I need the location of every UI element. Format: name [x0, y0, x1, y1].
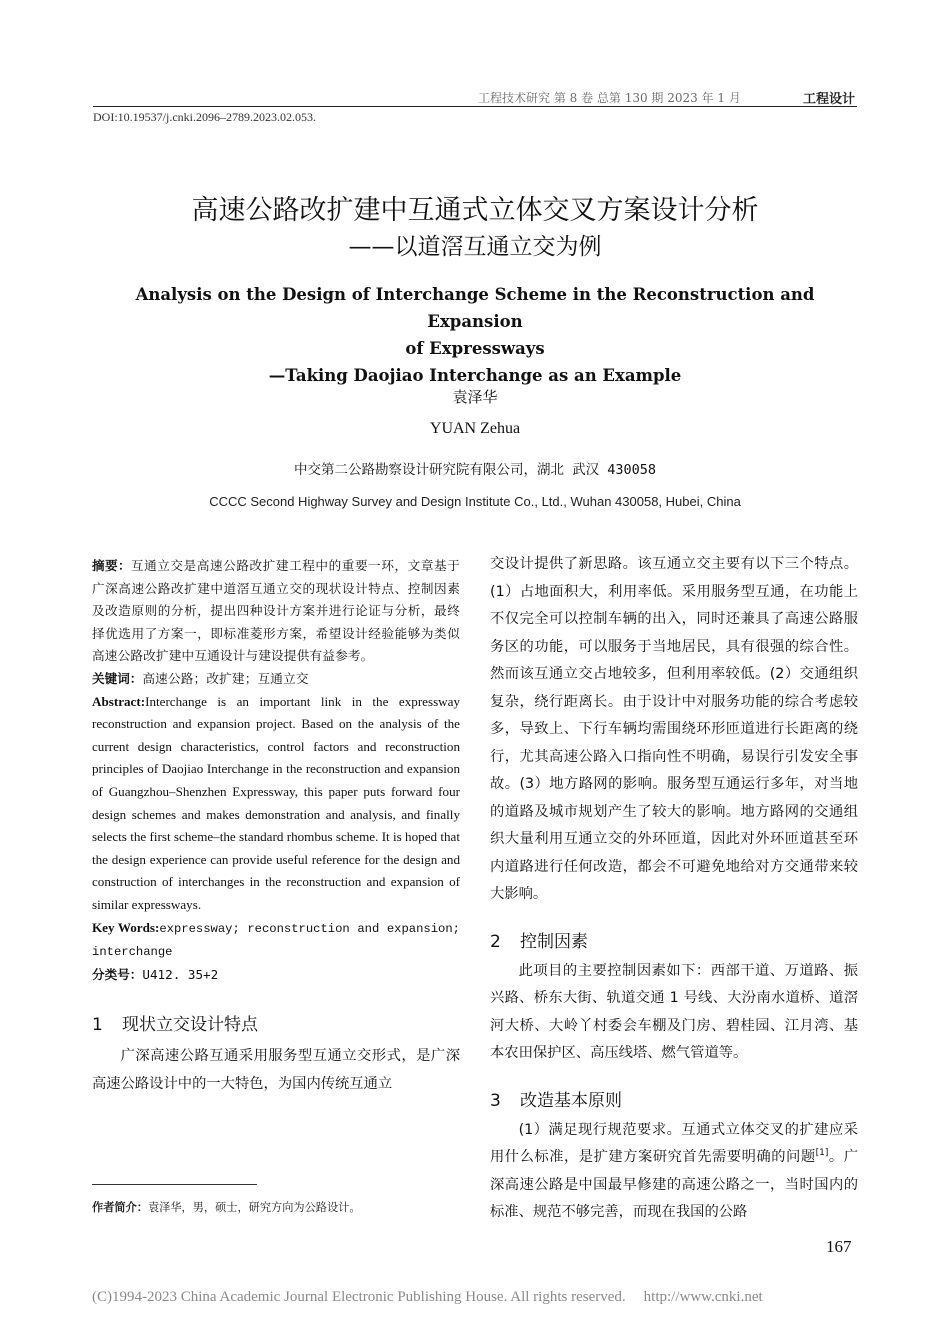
title-en-line3: —Taking Daojiao Interchange as an Example: [268, 366, 682, 385]
footnote: [92, 1199, 361, 1215]
abstract-en: [92, 691, 460, 917]
footnote-label: 作者简介：: [92, 1201, 148, 1214]
author-cn: 袁泽华: [452, 388, 498, 406]
title-cn: 高速公路改扩建中互通式立体交叉方案设计分析: [191, 195, 759, 226]
doi: DOI:10.19537/j.cnki.2096–2789.2023.02.053.: [93, 110, 316, 124]
title-en-line1: Analysis on the Design of Interchange Scheme in the Reconstruction and Expansion: [135, 285, 815, 331]
affiliation-en: CCCC Second Highway Survey and Design Institute Co., Ltd., Wuhan 430058, Hubei, China: [209, 494, 741, 509]
subtitle-cn: ——以道滘互通立交为例: [348, 234, 602, 260]
copyright-line: [92, 1289, 763, 1306]
footnote-text: 袁泽华，男，硕士，研究方向为公路设计。: [147, 1201, 361, 1214]
section-2-number: 2: [490, 931, 501, 952]
page-number: 167: [826, 1237, 852, 1256]
left-column: [92, 555, 460, 1098]
section-3-paragraph-post: 。广深高速公路是中国最早修建的高速公路之一，当时国内的标准、规范不够完善，而现在我国的公路: [490, 1149, 859, 1220]
reference-marker[interactable]: [1]: [815, 1148, 829, 1159]
section-2-paragraph: 此项目的主要控制因素如下：西部干道、万道路、振兴路、桥东大街、轨道交通 1 号线、大汾南水道桥、道滘河大桥、大岭丫村委会车棚及门房、碧桂园、江月湾、基本农田保护区、高压线塔、燃气管道等。: [490, 962, 858, 1061]
keywords-en-label: Key Words:: [92, 919, 160, 935]
section-1-heading: [92, 1010, 460, 1035]
keywords-en-text: expressway; reconstruction and expansion; interchange: [92, 921, 460, 960]
author-en: YUAN Zehua: [429, 420, 521, 437]
abstract-cn-label: 摘要：: [92, 558, 131, 573]
abstract-en-label: Abstract:: [92, 693, 146, 709]
journal-info: 工程技术研究 第 8 卷 总第 130 期 2023 年 1 月: [478, 91, 741, 105]
classification-text: U412. 35+2: [142, 966, 219, 982]
section-3-number: 3: [490, 1090, 501, 1111]
classification: [92, 964, 460, 987]
right-column: [490, 551, 858, 1227]
abstract-en-text: Interchange is an important link in the expressway reconstruction and expansion project. Based on the analysis of the current design characteristics, control factors and reconstruction principles of Daojiao Interchange in the reconstruction and expansion of Guangzhou–Shenzhen Expressway, this paper puts forward four design schemes and makes demonstration and analysis, and finally selects the first scheme–the standard rhombus scheme. It is hoped that the design experience can provide useful reference for the design and construction of interchanges in the reconstruction and expansion of similar expressways.: [92, 693, 460, 912]
cnki-link[interactable]: http://www.cnki.net: [643, 1289, 763, 1305]
abstract-cn: [92, 555, 460, 668]
keywords-cn-label: 关键词：: [92, 670, 143, 686]
section-3-heading: [490, 1086, 858, 1111]
title-en-line2: of Expressways: [405, 339, 545, 358]
abstract-cn-text: 互通立交是高速公路改扩建工程中的重要一环，文章基于广深高速公路改扩建中道滘互通立交的现状设计特点、控制因素及改造原则的分析，提出四种设计方案并进行论证与分析，最终择优选用了方案一，即标准菱形方案，希望设计经验能够为类似高速公路改扩建中互通设计与建设提供有益参考。: [92, 558, 461, 664]
section-3-paragraph: [490, 1117, 858, 1227]
keywords-en: [92, 917, 460, 964]
title-en: [90, 281, 860, 389]
section-3-paragraph-pre: (1）满足现行规范要求。互通式立体交叉的扩建应采用什么标准，是扩建方案研究首先需要明确的问题: [490, 1121, 858, 1165]
copyright-text: (C)1994-2023 China Academic Journal Electronic Publishing House. All rights reserved.: [92, 1289, 626, 1305]
classification-label: 分类号：: [92, 966, 143, 982]
section-2-title: 控制因素: [520, 931, 588, 952]
footnote-rule: [92, 1184, 257, 1185]
keywords-cn: [92, 668, 460, 691]
section-1-number: 1: [92, 1015, 103, 1036]
section-2-heading: [490, 927, 858, 952]
section-1-paragraph-continued: 交设计提供了新思路。该互通立交主要有以下三个特点。(1）占地面积大，利用率低。采用服务型互通，在功能上不仅完全可以控制车辆的出入，同时还兼具了高速公路服务区的功能，可以服务于当地居民，具有很强的综合性。然而该互通立交占地较多，但利用率较低。(2）交通组织复杂，绕行距离长。由于设计中对服务功能的综合考虑较多，导致上、下行车辆均需围绕环形匝道进行长距离的绕行，尤其高速公路入口指向性不明确，易误行引发安全事故。(3）地方路网的影响。服务型互通运行多年，对当地的道路及城市规划产生了较大的影响。地方路网的交通组织大量利用互通立交的外环匝道，因此对外环匝道甚至环内道路进行任何改造，都会不可避免地给对方交通带来较大影响。: [490, 556, 858, 902]
keywords-cn-text: 高速公路；改扩建；互通立交: [142, 670, 309, 686]
section-label: 工程设计: [803, 92, 856, 107]
section-1-paragraph-start: 广深高速公路互通采用服务型互通立交形式，是广深高速公路设计中的一大特色，为国内传统互通立: [92, 1048, 460, 1092]
header-rule: [93, 106, 857, 107]
section-3-title: 改造基本原则: [520, 1090, 622, 1111]
section-1-title: 现状立交设计特点: [122, 1015, 258, 1036]
affiliation-cn: 中交第二公路勘察设计研究院有限公司，湖北 武汉 430058: [293, 462, 657, 478]
